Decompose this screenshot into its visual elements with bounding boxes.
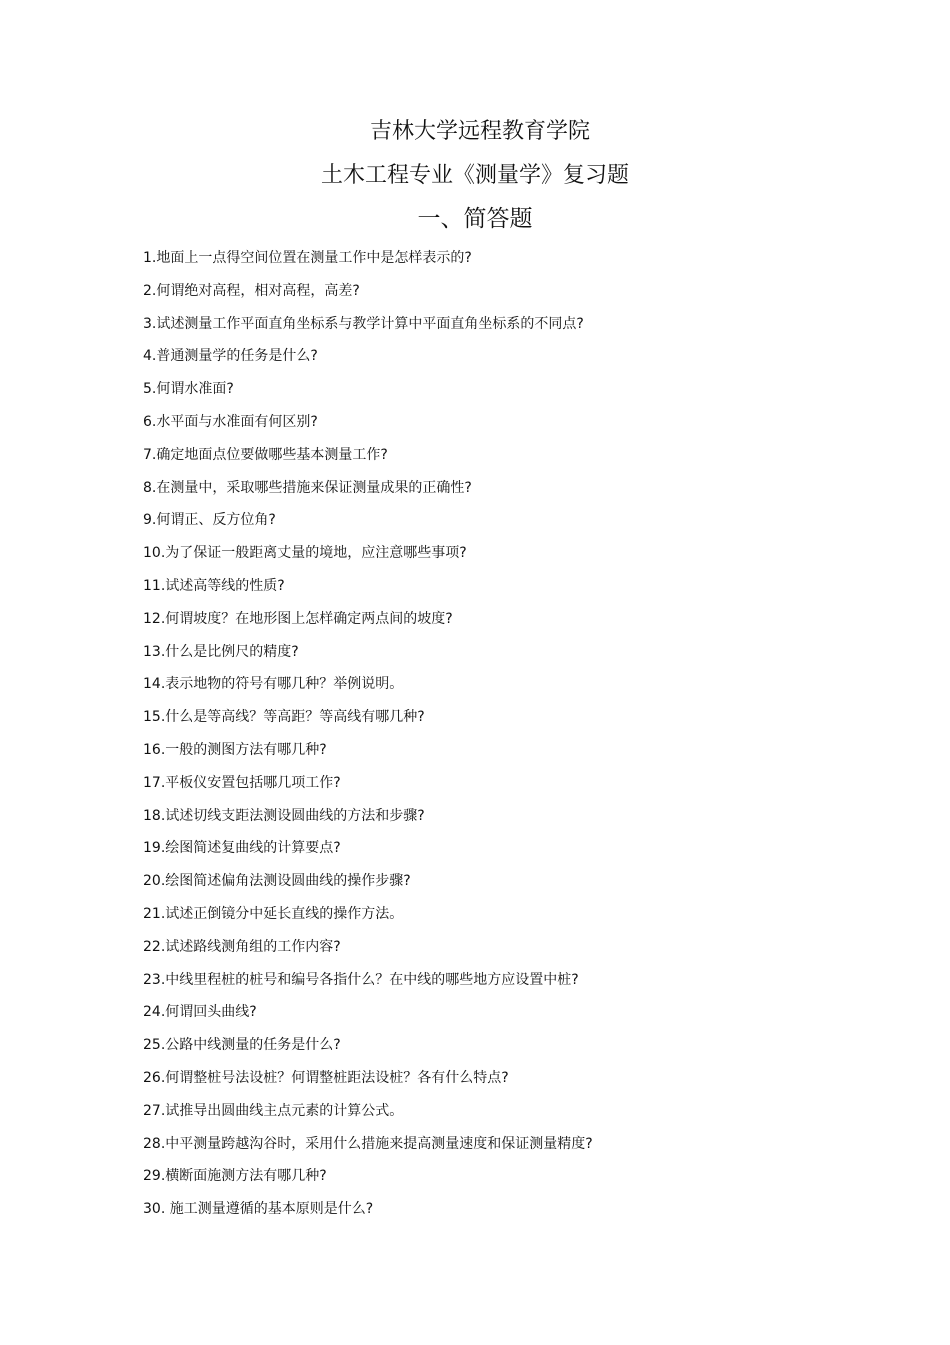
question-item: 9.何谓正、反方位角? — [143, 512, 276, 529]
question-item: 21.试述正倒镜分中延长直线的操作方法。 — [143, 905, 404, 922]
question-item: 2.何谓绝对高程，相对高程，高差? — [143, 282, 360, 299]
question-item: 22.试述路线测角组的工作内容? — [143, 938, 341, 955]
question-item: 5.何谓水准面? — [143, 381, 234, 398]
question-item: 10.为了保证一般距离丈量的境地，应注意哪些事项? — [143, 545, 467, 562]
question-list — [143, 244, 843, 1228]
question-item: 6.水平面与水准面有何区别? — [143, 413, 318, 430]
question-item: 20.绘图简述偏角法测设圆曲线的操作步骤? — [143, 873, 411, 890]
question-item: 25.公路中线测量的任务是什么? — [143, 1037, 341, 1054]
question-item: 17.平板仪安置包括哪几项工作? — [143, 774, 341, 791]
question-item: 27.试推导出圆曲线主点元素的计算公式。 — [143, 1102, 404, 1119]
question-item: 24.何谓回头曲线? — [143, 1004, 257, 1021]
document-subtitle: 土木工程专业《测量学》复习题 — [320, 163, 629, 188]
question-item: 15.什么是等高线？等高距？等高线有哪几种? — [143, 709, 425, 726]
question-item: 14.表示地物的符号有哪几种？举例说明。 — [143, 676, 404, 693]
question-item: 13.什么是比例尺的精度? — [143, 643, 299, 660]
question-item: 19.绘图简述复曲线的计算要点? — [143, 840, 341, 857]
question-item: 3.试述测量工作平面直角坐标系与教学计算中平面直角坐标系的不同点? — [143, 315, 584, 332]
question-item: 4.普通测量学的任务是什么? — [143, 348, 318, 365]
question-item: 11.试述高等线的性质? — [143, 577, 285, 594]
question-item: 29.横断面施测方法有哪几种? — [143, 1168, 327, 1185]
question-item: 12.何谓坡度？在地形图上怎样确定两点间的坡度? — [143, 610, 453, 627]
question-item: 26.何谓整桩号法设桩？何谓整桩距法设桩？各有什么特点? — [143, 1069, 509, 1086]
document-title: 吉林大学远程教育学院 — [369, 119, 590, 144]
question-item: 1.地面上一点得空间位置在测量工作中是怎样表示的? — [143, 250, 472, 266]
section-heading: 一、简答题 — [417, 206, 533, 232]
question-item: 16.一般的测图方法有哪几种? — [143, 741, 327, 758]
question-item: 23.中线里程桩的桩号和编号各指什么？在中线的哪些地方应设置中桩? — [143, 971, 579, 988]
question-item: 28.中平测量跨越沟谷时，采用什么措施来提高测量速度和保证测量精度? — [143, 1135, 593, 1152]
question-item: 30. 施工测量遵循的基本原则是什么? — [143, 1201, 374, 1218]
question-item: 18.试述切线支距法测设圆曲线的方法和步骤? — [143, 807, 425, 824]
question-item: 8.在测量中，采取哪些措施来保证测量成果的正确性? — [143, 479, 472, 496]
question-item: 7.确定地面点位要做哪些基本测量工作? — [143, 446, 388, 463]
